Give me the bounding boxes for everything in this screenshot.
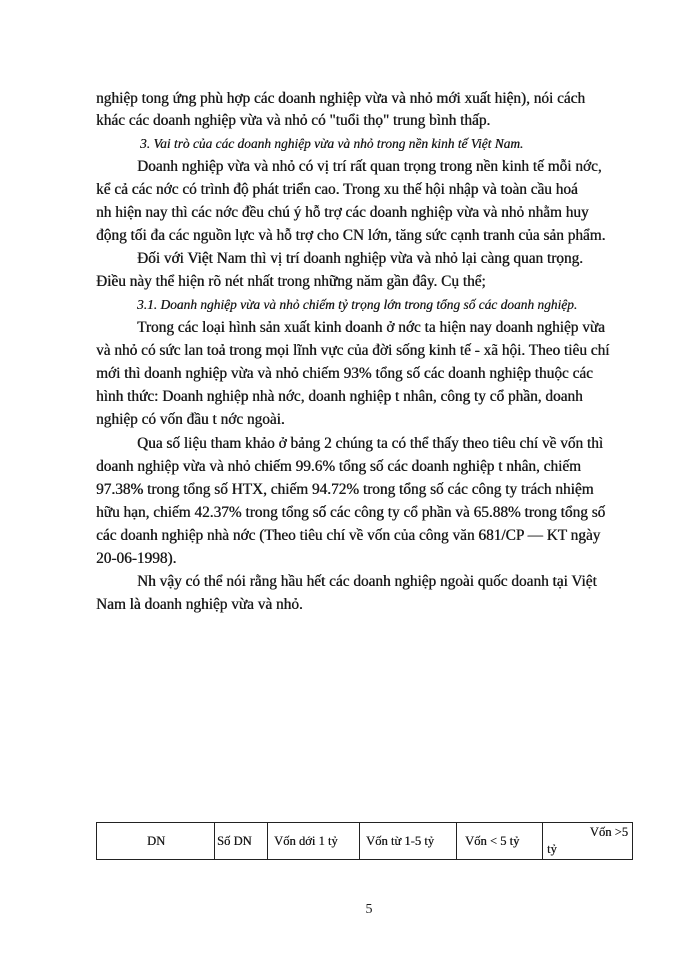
capital-table-header: [96, 822, 633, 860]
page-number: 5: [365, 902, 373, 917]
paragraph-line: Trong các loại hình sản xuất kinh doanh ở nớc ta hiện nay doanh nghiệp vừa: [137, 319, 605, 336]
paragraph-line: động tối đa các nguồn lực và hỗ trợ cho CN lớn, tăng sức cạnh tranh của sản phẩm.: [96, 227, 606, 244]
paragraph-line: mới thì doanh nghiệp vừa và nhỏ chiếm 93% tổng số các doanh nghiệp thuộc các: [96, 365, 593, 382]
subsection-heading: 3.1. Doanh nghiệp vừa và nhỏ chiếm tỷ trọng lớn trong tổng số các doanh nghiệp.: [137, 297, 578, 312]
paragraph-line: Điều này thể hiện rõ nét nhất trong những năm gần đây. Cụ thể;: [96, 273, 486, 290]
header-von-gt-5-unit: tỷ: [547, 842, 557, 856]
paragraph-line: Nam là doanh nghiệp vừa và nhỏ.: [96, 596, 303, 613]
paragraph-line: hữu hạn, chiếm 42.37% trong tổng số các công ty cổ phần và 65.88% trong tổng số: [96, 504, 606, 521]
header-von-1-5: Vốn từ 1-5 tỷ: [366, 834, 435, 848]
table-header-cell: [97, 823, 215, 859]
paragraph-line: doanh nghiệp vừa và nhỏ chiếm 99.6% tổng số các doanh nghiệp t nhân, chiếm: [96, 458, 581, 475]
header-dn: DN: [147, 834, 166, 848]
section-heading: 3. Vai trò của các doanh nghiệp vừa và nhỏ trong nền kinh tế Việt Nam.: [140, 136, 524, 151]
paragraph-line: hình thức: Doanh nghiệp nhà nớc, doanh nghiệp t nhân, công ty cổ phần, doanh: [96, 388, 583, 405]
paragraph-line: Qua số liệu tham khảo ở bảng 2 chúng ta có thể thấy theo tiêu chí về vốn thì: [137, 435, 604, 452]
paragraph-line: Đối với Việt Nam thì vị trí doanh nghiệp vừa và nhỏ lại càng quan trọng.: [137, 250, 583, 267]
header-von-duoi-1: Vốn dới 1 tỷ: [274, 834, 338, 848]
paragraph-line: 20-06-1998).: [96, 550, 177, 567]
table-header-cell: [543, 823, 632, 859]
table-header-cell: [268, 823, 360, 859]
header-von-lt-5: Vốn < 5 tỷ: [465, 834, 520, 848]
paragraph-line: nghiệp có vốn đầu t nớc ngoài.: [96, 411, 285, 428]
paragraph-line: các doanh nghiệp nhà nớc (Theo tiêu chí về vốn của công văn 681/CP — KT ngày: [96, 527, 601, 544]
paragraph-line: khác các doanh nghiệp vừa và nhỏ có "tuổi thọ" trung bình thấp.: [96, 112, 491, 129]
paragraph-line: kể cả các nớc có trình độ phát triển cao. Trong xu thế hội nhập và toàn cầu hoá: [96, 181, 578, 198]
paragraph-line: nghiệp tong ứng phù hợp các doanh nghiệp vừa và nhỏ mới xuất hiện), nói cách: [96, 90, 585, 107]
paragraph-line: nh hiện nay thì các nớc đều chú ý hỗ trợ các doanh nghiệp vừa và nhỏ nhằm huy: [96, 204, 589, 221]
paragraph-line: Nh vậy có thể nói rằng hầu hết các doanh nghiệp ngoài quốc doanh tại Việt: [137, 573, 597, 590]
header-so-dn: Số DN: [217, 834, 252, 848]
paragraph-line: và nhỏ có sức lan toả trong mọi lĩnh vực của đời sống kinh tế - xã hội. Theo tiêu chí: [96, 342, 610, 359]
header-von-gt-5: Vốn >5: [589, 825, 628, 839]
paragraph-line: 97.38% trong tổng số HTX, chiếm 94.72% trong tổng số các công ty trách nhiệm: [96, 481, 594, 498]
paragraph-line: Doanh nghiệp vừa và nhỏ có vị trí rất quan trọng trong nền kinh tế mỗi nớc,: [137, 158, 602, 175]
table-header-cell: [457, 823, 543, 859]
table-header-cell: [215, 823, 268, 859]
table-header-cell: [360, 823, 457, 859]
